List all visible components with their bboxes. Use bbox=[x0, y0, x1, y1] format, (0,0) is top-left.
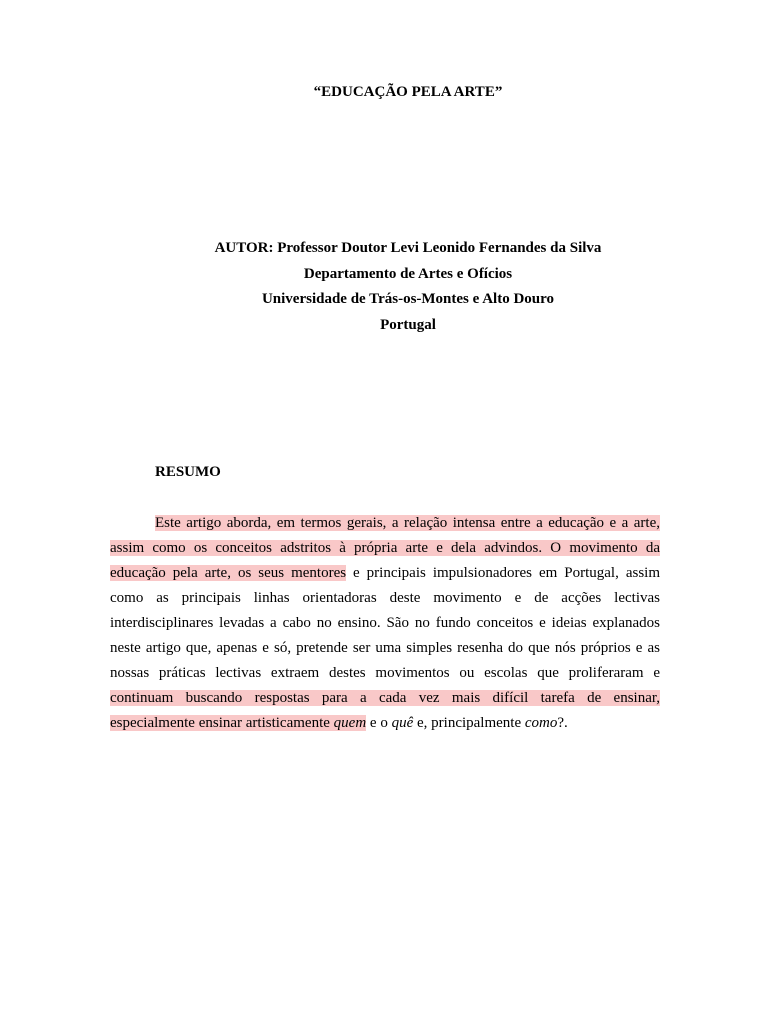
italic-word: como bbox=[524, 715, 558, 731]
author-line: AUTOR: Professor Doutor Levi Leonido Fernandes da Silva bbox=[214, 240, 602, 256]
document-title: “EDUCAÇÃO PELA ARTE” bbox=[313, 84, 503, 100]
country-line: Portugal bbox=[380, 316, 436, 333]
plain-text: ?. bbox=[557, 715, 568, 731]
highlighted-text: continuam buscando respostas para a cada vez mais difícil tarefa de ensinar, bbox=[110, 690, 660, 706]
abstract-line: como as principais linhas orientadoras deste movimento e de acções lectivas bbox=[110, 590, 660, 606]
abstract-line bbox=[110, 562, 660, 584]
abstract-line bbox=[155, 512, 660, 534]
abstract-line: neste artigo que, apenas e só, pretende ser uma simples resenha do que nós próprios e as bbox=[110, 640, 660, 656]
highlighted-text: especialmente ensinar artisticamente bbox=[110, 715, 334, 731]
author-block bbox=[0, 236, 768, 338]
department-line: Departamento de Artes e Ofícios bbox=[303, 265, 513, 282]
highlighted-text: educação pela arte, os seus mentores bbox=[110, 565, 347, 581]
highlighted-text bbox=[334, 715, 367, 731]
abstract-heading: RESUMO bbox=[155, 464, 221, 480]
abstract-line bbox=[110, 537, 660, 559]
abstract-line: interdisciplinares levadas a cabo no ensino. São no fundo conceitos e ideias explanados bbox=[110, 615, 660, 631]
italic-word: quê bbox=[391, 715, 414, 731]
plain-text: e, principalmente bbox=[413, 715, 525, 731]
plain-text: e principais impulsionadores em Portugal, assim bbox=[346, 565, 660, 581]
italic-word: quem bbox=[333, 715, 367, 731]
university-line: Universidade de Trás-os-Montes e Alto Douro bbox=[261, 291, 555, 307]
abstract-line bbox=[110, 687, 660, 709]
highlighted-text: assim como os conceitos adstritos à própria arte e dela advindos. O movimento da bbox=[110, 540, 660, 556]
plain-text: e o bbox=[366, 715, 392, 731]
highlighted-text: Este artigo aborda, em termos gerais, a relação intensa entre a educação e a arte, bbox=[155, 515, 660, 531]
abstract-line: nossas práticas lectivas extraem destes movimentos ou escolas que proliferaram e bbox=[110, 665, 660, 681]
abstract-line bbox=[110, 712, 660, 734]
